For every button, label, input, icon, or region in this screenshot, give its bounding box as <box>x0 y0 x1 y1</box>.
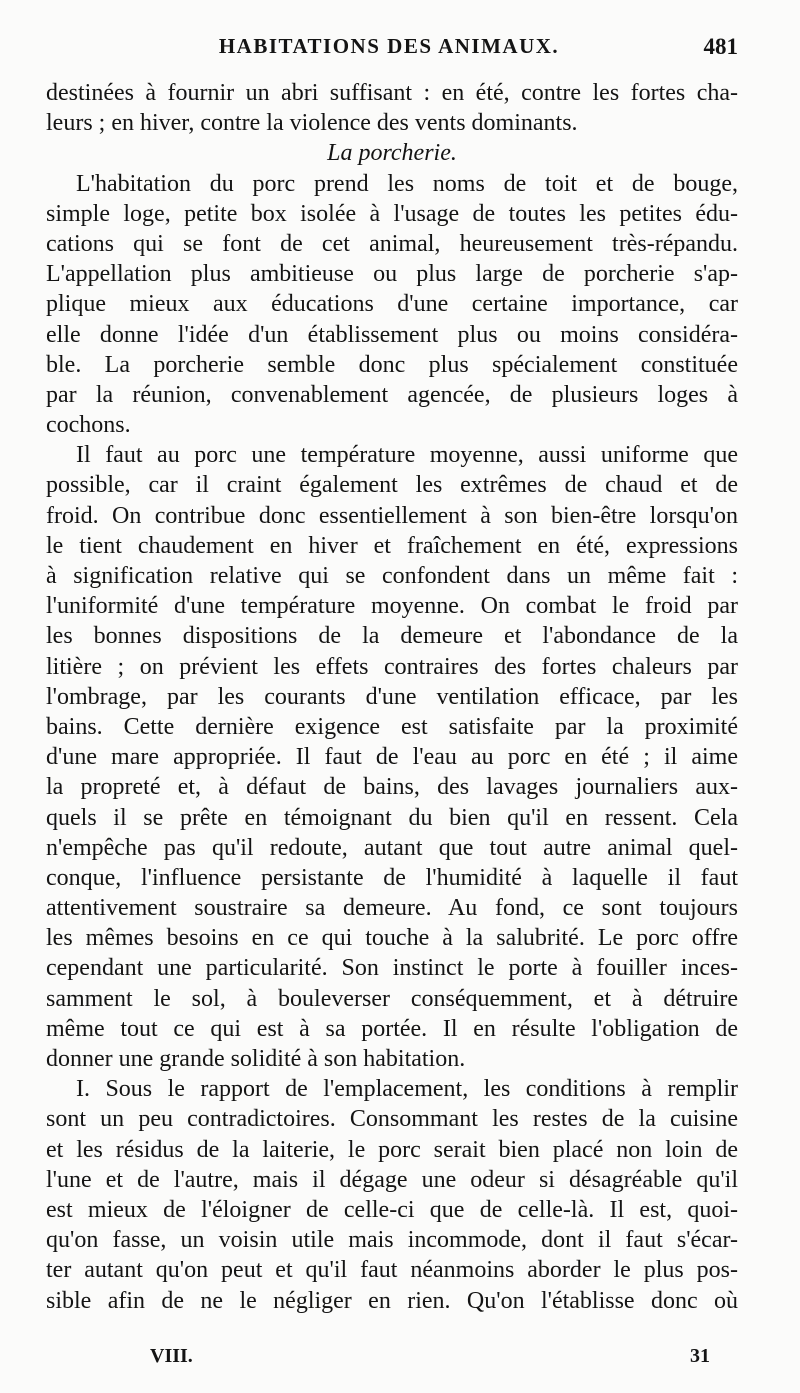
sheet-number: 31 <box>690 1345 710 1367</box>
page-number: 481 <box>703 34 738 59</box>
text-line: bains. Cette dernière exigence est satisfaite par la proximité <box>46 713 738 740</box>
text-line: simple loge, petite box isolée à l'usage de toutes les petites édu- <box>46 200 738 227</box>
text-line: quels il se prête en témoignant du bien qu'il en ressent. Cela <box>46 804 738 831</box>
text-line: leurs ; en hiver, contre la violence des vents dominants. <box>46 110 578 137</box>
text-line: qu'on fasse, un voisin utile mais incommode, dont il faut s'écar- <box>46 1227 738 1254</box>
section-heading: La porcherie. <box>327 140 457 167</box>
text-line: par la réunion, convenablement agencée, de plusieurs loges à <box>46 381 738 408</box>
text-line: L'habitation du porc prend les noms de toit et de bouge, <box>76 170 738 197</box>
text-line: la propreté et, à défaut de bains, des lavages journaliers aux- <box>46 774 738 801</box>
text-line: cations qui se font de cet animal, heureusement très-répandu. <box>46 230 738 257</box>
text-line: les mêmes besoins en ce qui touche à la salubrité. Le porc offre <box>46 925 738 952</box>
text-line: sible afin de ne le négliger en rien. Qu'on l'établisse donc où <box>46 1287 738 1314</box>
text-line: l'ombrage, par les courants d'une ventilation efficace, par les <box>46 683 738 710</box>
text-line: d'une mare appropriée. Il faut de l'eau au porc en été ; il aime <box>46 744 738 771</box>
text-line: plique mieux aux éducations d'une certaine importance, car <box>46 291 738 318</box>
text-line: à signification relative qui se confondent dans un même fait : <box>46 563 738 589</box>
text-line: n'empêche pas qu'il redoute, autant que tout autre animal quel- <box>46 834 738 861</box>
text-line: destinées à fournir un abri suffisant : en été, contre les fortes cha- <box>46 80 738 106</box>
running-title: HABITATIONS DES ANIMAUX. <box>218 34 560 58</box>
text-line: l'uniformité d'une température moyenne. On combat le froid par <box>46 593 738 620</box>
text-line: et les résidus de la laiterie, le porc serait bien placé non loin de <box>46 1136 738 1163</box>
body-text <box>46 78 738 1316</box>
text-line: le tient chaudement en hiver et fraîchement en été, expressions <box>46 532 738 559</box>
text-line: cependant une particularité. Son instinct le porte à fouiller inces- <box>46 955 738 982</box>
text-line: cochons. <box>46 412 131 439</box>
text-line: litière ; on prévient les effets contraires des fortes chaleurs par <box>46 653 738 680</box>
text-line: Il faut au porc une température moyenne, aussi uniforme que <box>76 442 738 469</box>
text-line: elle donne l'idée d'un établissement plus ou moins considéra- <box>46 321 738 348</box>
text-line: est mieux de l'éloigner de celle-ci que de celle-là. Il est, quoi- <box>46 1196 738 1223</box>
text-line: sont un peu contradictoires. Consommant les restes de la cuisine <box>46 1106 738 1133</box>
text-line: donner une grande solidité à son habitation. <box>46 1046 466 1072</box>
text-line: possible, car il craint également les extrêmes de chaud et de <box>46 472 738 499</box>
text-line: ter autant qu'on peut et qu'il faut néanmoins aborder le plus pos- <box>46 1257 738 1284</box>
text-line: l'une et de l'autre, mais il dégage une odeur si désagréable qu'il <box>46 1166 738 1193</box>
signature-mark: VIII. <box>150 1345 193 1367</box>
text-line: L'appellation plus ambitieuse ou plus large de porcherie s'ap- <box>46 261 738 288</box>
text-line: les bonnes dispositions de la demeure et l'abondance de la <box>46 623 738 650</box>
text-line: ble. La porcherie semble donc plus spécialement constituée <box>46 351 738 378</box>
text-line: même tout ce qui est à sa portée. Il en résulte l'obligation de <box>46 1015 738 1042</box>
page-footer <box>150 1345 710 1375</box>
text-line: attentivement soustraire sa demeure. Au fond, ce sont toujours <box>46 895 738 922</box>
text-line: I. Sous le rapport de l'emplacement, les conditions à remplir <box>76 1076 738 1103</box>
text-line: samment le sol, à bouleverser conséquemment, et à détruire <box>46 985 738 1012</box>
text-line: conque, l'influence persistante de l'humidité à laquelle il faut <box>46 864 738 891</box>
text-line: froid. On contribue donc essentiellement à son bien-être lorsqu'on <box>46 502 738 529</box>
page-header <box>40 28 738 68</box>
